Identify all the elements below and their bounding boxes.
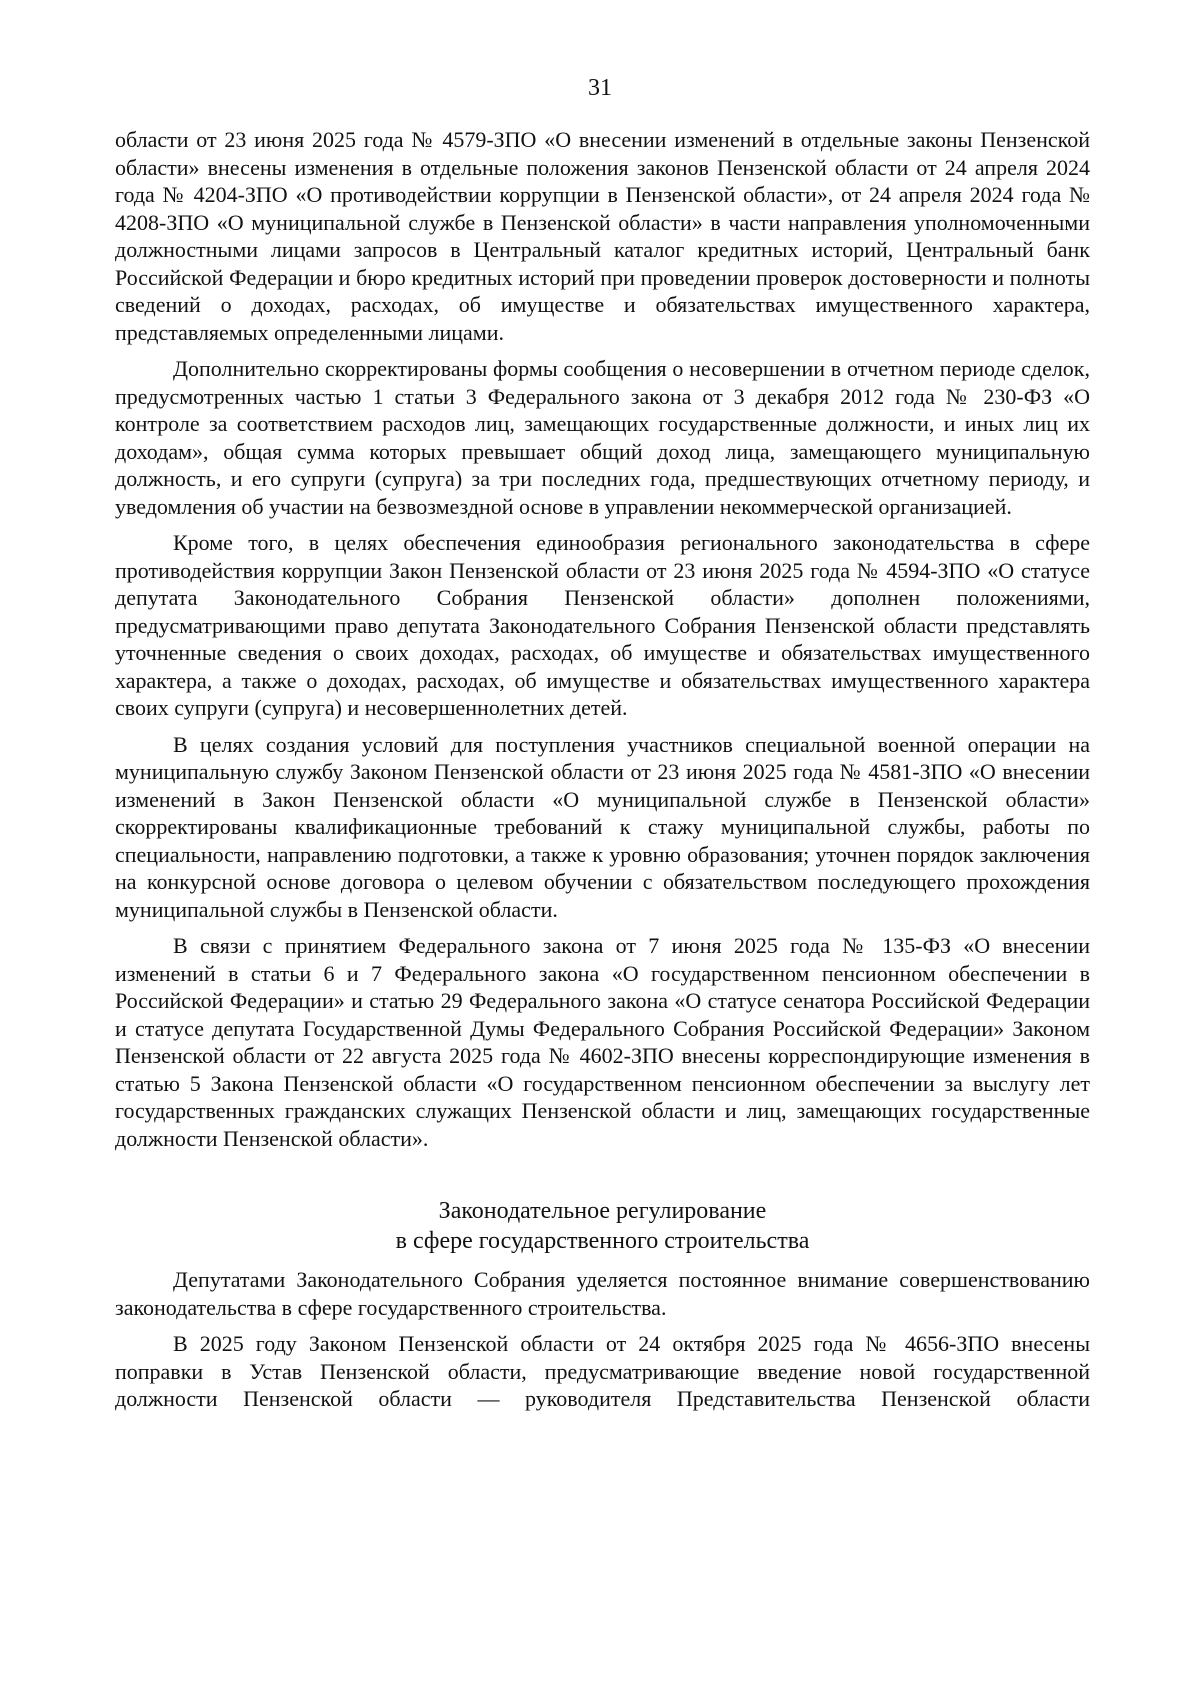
paragraph: В целях создания условий для поступления участников специальной военной операции на муниципальную службу Законом Пензенской области от 23 июня 2025 года № 4581-ЗПО «О внесении изменений в Закон Пензенской области «О муниципальной службе в Пензенской области» скорректированы квалификационные требований к стажу муниципальной службы, работы по специальности, направлению подготовки, а также к уровню образования; уточнен порядок заключения на конкурсной основе договора о целевом обучении с обязательством последующего прохождения муниципальной службы в Пензенской области. [115,731,1090,922]
section-heading-line: в сфере государственного строительства [395,1228,810,1254]
paragraph: Кроме того, в целях обеспечения единообразия регионального законодательства в сфере противодействия коррупции Закон Пензенской области от 23 июня 2025 года № 4594-ЗПО «О статусе депутата Законодательного Собрания Пензенской области» дополнен положениями, предусматривающими право депутата Законодательного Собрания Пензенской области представлять уточненные сведения о своих доходах, расходах, об имуществе и обязательствах имущественного характера, а также о доходах, расходах, об имуществе и обязательствах имущественного характера своих супруги (супруга) и несовершеннолетних детей. [115,530,1090,720]
page-content [115,126,1090,1422]
paragraph: В связи с принятием Федерального закона от 7 июня 2025 года № 135-ФЗ «О внесении изменений в статьи 6 и 7 Федерального закона «О государственном пенсионном обеспечении в Российской Федерации» и статью 29 Федерального закона «О статусе сенатора Российской Федерации и статусе депутата Государственной Думы Федерального Собрания Российской Федерации» Законом Пензенской области от 22 августа 2025 года № 4602-ЗПО внесены корреспондирующие изменения в статью 5 Закона Пензенской области «О государственном пенсионном обеспечении за выслугу лет государственных гражданских служащих Пензенской области и лиц, замещающих государственные должности Пензенской области». [115,933,1090,1151]
section-heading [115,1196,1090,1256]
paragraph-continued: области от 23 июня 2025 года № 4579-ЗПО «О внесении изменений в отдельные законы Пензенской области» внесены изменения в отдельные положения законов Пензенской области от 24 апреля 2024 года № 4204-ЗПО «О противодействии коррупции в Пензенской области», от 24 апреля 2024 года № 4208-ЗПО «О муниципальной службе в Пензенской области» в части направления уполномоченными должностными лицами запросов в Центральный каталог кредитных историй, Центральный банк Российской Федерации и бюро кредитных историй при проведении проверок достоверности и полноты сведений о доходах, расходах, об имуществе и обязательствах имущественного характера, представляемых определенными лицами. [115,127,1090,345]
paragraph-continues: В 2025 году Законом Пензенской области от 24 октября 2025 года № 4656-ЗПО внесены поправки в Устав Пензенской области, предусматривающие введение новой государственной должности Пензенской области — руководителя Представительства Пензенской области [115,1331,1090,1411]
section-heading-line: Законодательное регулирование [438,1198,767,1224]
page-number: 31 [588,75,612,101]
paragraph: Дополнительно скорректированы формы сообщения о несовершении в отчетном периоде сделок, предусмотренных частью 1 статьи 3 Федерального закона от 3 декабря 2012 года № 230-ФЗ «О контроле за соответствием расходов лиц, замещающих государственные должности, и иных лиц их доходам», общая сумма которых превышает общий доход лица, замещающего муниципальную должность, и его супруги (супруга) за три последних года, предшествующих отчетному периоду, и уведомления об участии на безвозмездной основе в управлении некоммерческой организацией. [115,356,1090,519]
paragraph: Депутатами Законодательного Собрания уделяется постоянное внимание совершенствованию законодательства в сфере государственного строительства. [115,1267,1090,1320]
